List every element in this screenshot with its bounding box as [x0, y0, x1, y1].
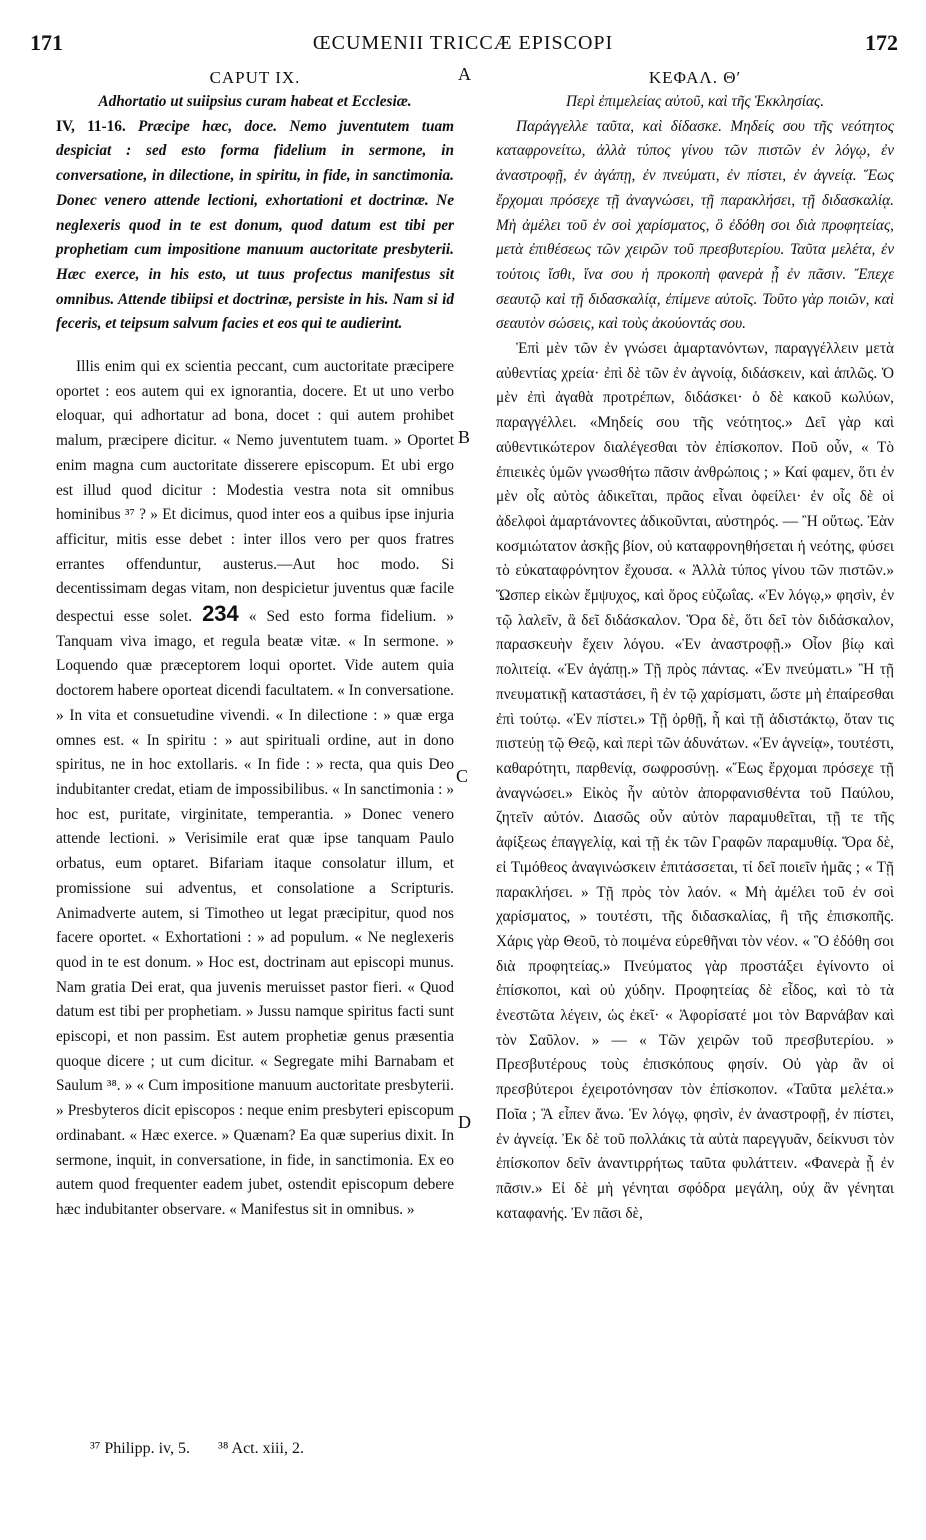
greek-column — [496, 66, 894, 1226]
footnote-37: ³⁷ Philipp. iv, 5. — [90, 1440, 191, 1457]
latin-commentary-part2: « Sed esto forma fidelium. » Tanquam viva imago, et regula beatæ vitæ. « In sermone. » Loquendo quæ præceptorem loqui oportet. Vide autem quia doctorem habere oporteat dicendi facultatem. « In conversatione. » In vita et consuetudine vivendi. « In dilectione : » quæ erga omnes est. « In spiritu : » aut spirituali ordine, aut in dono spiritus, ne in hoc extollaris. « In fide : » recta, qua quis Deo indubitanter credat, etiam de impossibilibus. « In sanctimonia : » hoc est, puritate, virginitate, temperantia. » Donec venero attende lectioni. » Verisimile erat quæ ipse tanquam Paulo orbatus, eum optaret. Bifariam itaque consolatur illum, et promissione sui adventus, et consolatione a Scripturis. Animadverte autem, si Timotheo ut legat præcipitur, quod nos facere oportet. « Exhortationi : » ad populum. « Ne neglexeris quod in te est donum. » Hoc est, doctrinam aut episcopi munus. Nam gratia Dei erat, qua juvenis meruisset pastor fieri. « Quod datum est tibi per prophetiam. » Jussu namque spiritus facti sunt episcopi, et non passim. Est autem prophetiæ genus præsentia quoque dicere ; ut cum dicitur. « Segregate mihi Barnabam et Saulum ³⁸. » « Cum impositione manuum auctoritate presbyterii. » Presbyteros dicit episcopos : neque enim presbyteri episcopum ordinabant. « Hæc exerce. » Quænam? Ea quæ superius dixit. In sermone, inquit, in conversatione, in fide, in sanctimonia. Ex eo autem quod frequenter eadem jubet, ostendit episcopum debere hæc indubitanter observare. « Manifestus sit in omnibus. » — [56, 608, 455, 1218]
margin-letter-c: C — [456, 766, 469, 786]
latin-column — [56, 66, 454, 1223]
greek-chapter-heading: ΚΕΦΑΛ. Θʹ — [648, 68, 742, 87]
page-header — [0, 30, 926, 60]
running-title: ŒCUMENII TRICCÆ EPISCOPI — [312, 32, 614, 54]
footnote-38: ³⁸ Act. xiii, 2. — [218, 1440, 304, 1457]
margin-letter-a: A — [458, 64, 471, 84]
latin-scripture-passage — [56, 115, 454, 337]
page-number-right: 172 — [865, 30, 898, 55]
greek-chapter-subtitle: Περὶ ἐπιμελείας αὐτοῦ, καὶ τῆς Ἐκκλησίας. — [565, 93, 825, 110]
latin-scripture-reference: IV, 11-16. — [56, 117, 126, 135]
latin-chapter-subtitle: Adhortatio ut suiipsius curam habeat et Ecclesiæ. — [98, 93, 412, 110]
footnotes — [90, 1440, 328, 1458]
latin-commentary-part1: Illis enim qui ex scientia peccant, cum auctoritate præcipere oportet : eos autem qui ex ignorantia, docere. Et ut uno verbo eloquar, qui adhortatur ad bona, docet : qui autem prohibet malum, præcipere dicitur. « Nemo juventutem tuam. » Oportet enim magna cum auctoritate disserere episcopum. Et ubi ergo est illud quod dicitur : Modestia vestra nota sit omnibus hominibus ³⁷ ? » Et dicimus, quod inter eos a quibus ipse injuria afficitur, mitis esse debet : inter illos vero per quos fratres errantes offenduntur, austerus.—Aut hoc modo. Si decentissimam degas vitam, non despicietur juventus quæ facile despectui esse solet. — [56, 358, 454, 626]
greek-commentary: Ἐπὶ μὲν τῶν ἐν γνώσει ἁμαρτανόντων, παραγγέλλειν μετὰ αὐθεντίας χρεία· ἐπὶ δὲ τῶν ἐν ἀγνοίᾳ, διδάσκειν, καὶ ἁπλῶς. Ὁ μὲν ἐπὶ ἀγαθὰ προτρέπων, διδάσκει· ὁ δὲ κακοῦ κωλύων, παραγγέλλει. «Μηδείς σου τῆς νεότητος.» Δεῖ γὰρ καὶ αὐθεντικώτερον διαλέγεσθαι τὸν ἐπίσκοπον. Ποῦ οὖν, « Τὸ ἐπιεικὲς ὑμῶν γνωσθήτω πᾶσιν ἀνθρώποις ; » Καί φαμεν, ὅτι ἐν μὲν οἷς αὐτὸς ἀδικεῖται, πρᾶος εἶναι ὀφείλει· ἐν οἷς δὲ οἱ ἀδελφοὶ ἁμαρτάνοντες ἀδικοῦνται, αὐστηρός. — Ἢ οὕτως. Ἐὰν κοσμιώτατον ἀσκῇς βίον, οὐ καταφρονηθήσεται ἡ νεότης, φύσει τὸ εὐκαταφρόνητον ἔχουσα. « Ἀλλὰ τύπος γίνου τῶν πιστῶν.» Ὥσπερ εἰκὼν ἔμψυχος, καὶ ὅρος εὐζωΐας. «Ἐν λόγῳ,» φησὶν, ἐν τῷ λαλεῖν, ἃ δεῖ διδάσκαλον. Ὅρα δὲ, ὅτι δεῖ τὸν διδάσκαλον, παρασκευὴν ἔχειν λόγου. «Ἐν ἀναστροφῇ.» Οἷον βίῳ καὶ πολιτείᾳ. «Ἐν ἀγάπῃ.» Τῇ πρὸς πάντας. «Ἐν πνεύματι.» Ἢ τῇ πνευματικῇ καταστάσει, ἢ ἐν τῷ χαρίσματι, ὥστε μὴ ἐπαίρεσθαι ἐπὶ τούτῳ. «Ἐν πίστει.» Τῇ ὀρθῇ, ἧ καὶ τῇ ἀδιστάκτῳ, ὅταν τις πιστεύῃ τῷ Θεῷ, καὶ περὶ τῶν ἀδυνάτων. «Ἐν ἁγνείᾳ», τουτέστι, καθαρότητι, παρθενίᾳ, σωφροσύνῃ. «Ἕως ἔρχομαι πρόσεχε τῇ ἀναγνώσει.» Εἰκὸς ἦν αὐτὸν ἀπορφανισθέντα τοῦ Παύλου, ζητεῖν αὐτόν. Διασῶς οὖν αὐτὸν παραμυθεῖται, τῇ τε τῆς ἀφίξεως ἐπαγγελίᾳ, καὶ τῇ ἐκ τῶν Γραφῶν παραμυθίᾳ. Ὅρα δὲ, εἰ Τιμόθεος ἀναγινώσκειν ἐπιτάσσεται, τί δεῖ ποιεῖν ἡμᾶς ; « Τῇ παρακλήσει. » Τῇ πρὸς τὸν λαόν. « Μὴ ἀμέλει τοῦ ἐν σοὶ χαρίσματος, » τουτέστι, τῆς διδασκαλίας, ἢ τῆς ἐπισκοπῆς. Χάρις γὰρ Θεοῦ, τὸ ποιμένα εὑρεθῆναι τὸν νέον. « Ὃ ἐδόθη σοι διὰ προφητείας.» Πνεύματος γὰρ προστάξει ἐγίνοντο οἱ ἐπίσκοποι, καὶ οὐ χύδην. Προφητείας δὲ εἶδος, καὶ τὸ τὰ ἐνεστῶτα λέγειν, ὡς ἐκεῖ· « Ἀφορίσατέ μοι τὸν Βαρνάβαν καὶ τὸν Σαῦλον. » — « Τῶν χειρῶν τοῦ πρεσβυτερίου. » Πρεσβυτέρους τοὺς ἐπισκόπους φησίν. Οὐ γὰρ ἂν οἱ πρεσβύτεροι ἐχειροτόνησαν τὸν ἐπίσκοπον. «Ταῦτα μελέτα.» Ποῖα ; Ἃ εἶπεν ἄνω. Ἐν λόγῳ, φησὶν, ἐν ἀναστροφῇ, ἐν πίστει, ἐν ἁγνείᾳ. Ἐκ δὲ τοῦ πολλάκις τὰ αὐτὰ παρεγγυᾶν, δείκνυσι τὸν ἐπίσκοπον δεῖν ἀναντιρρήτως ταῦτα φυλάττειν. «Φανερὰ ᾖ ἐν πᾶσιν.» Εἰ δὲ μὴ γένηται σφόδρα μεγάλη, οὐχ ἂν γένηται καταφανής. Ἐν πᾶσι δὲ, — [496, 340, 894, 1222]
latin-chapter-heading: CAPUT IX. — [209, 68, 301, 87]
margin-letter-b: B — [458, 427, 471, 447]
page-number-left: 171 — [30, 30, 63, 55]
greek-scripture-passage: Παράγγελλε ταῦτα, καὶ δίδασκε. Μηδείς σου τῆς νεότητος καταφρονείτω, ἀλλὰ τύπος γίνου τῶν πιστῶν ἐν λόγῳ, ἐν ἀναστροφῇ, ἐν ἀγάπῃ, ἐν πνεύματι, ἐν πίστει, ἐν ἁγνείᾳ. Ἕως ἔρχομαι πρόσεχε τῇ ἀναγνώσει, τῇ παρακλήσει, τῇ διδασκαλίᾳ. Μὴ ἀμέλει τοῦ ἐν σοὶ χαρίσματος, ὃ ἐδόθη σοι διὰ προφητείας, μετὰ ἐπιθέσεως τῶν χειρῶν τοῦ πρεσβυτερίου. Ταῦτα μελέτα, ἐν τούτοις ἴσθι, ἵνα σου ἡ προκοπὴ φανερὰ ᾖ ἐν πᾶσιν. Ἔπεχε σεαυτῷ καὶ τῇ διδασκαλίᾳ, ἐπίμενε αὐτοῖς. Τοῦτο γὰρ ποιῶν, καὶ σεαυτὸν σώσεις, καὶ τοὺς ἀκούοντάς σου. — [496, 117, 894, 333]
marginal-page-number: 234 — [202, 601, 239, 627]
latin-scripture-text: Præcipe hæc, doce. Nemo juventutem tuam despiciat : sed esto forma fidelium in sermone, in conversatione, in dilectione, in spiritu, in fide, in sanctimonia. Donec venero attende lectioni, exhortationi et doctrinæ. Ne neglexeris quod in te est donum, quod datum est tibi per prophetiam cum impositione manuum auctoritate presbyterii. Hæc exerce, in his esto, ut tuus profectus manifestus sit omnibus. Attende tibiipsi et doctrinæ, persiste in his. Nam si id feceris, et teipsum salvum facies et eos qui te audierint. — [56, 117, 454, 333]
latin-commentary — [56, 355, 454, 1223]
margin-letter-d: D — [458, 1112, 471, 1132]
